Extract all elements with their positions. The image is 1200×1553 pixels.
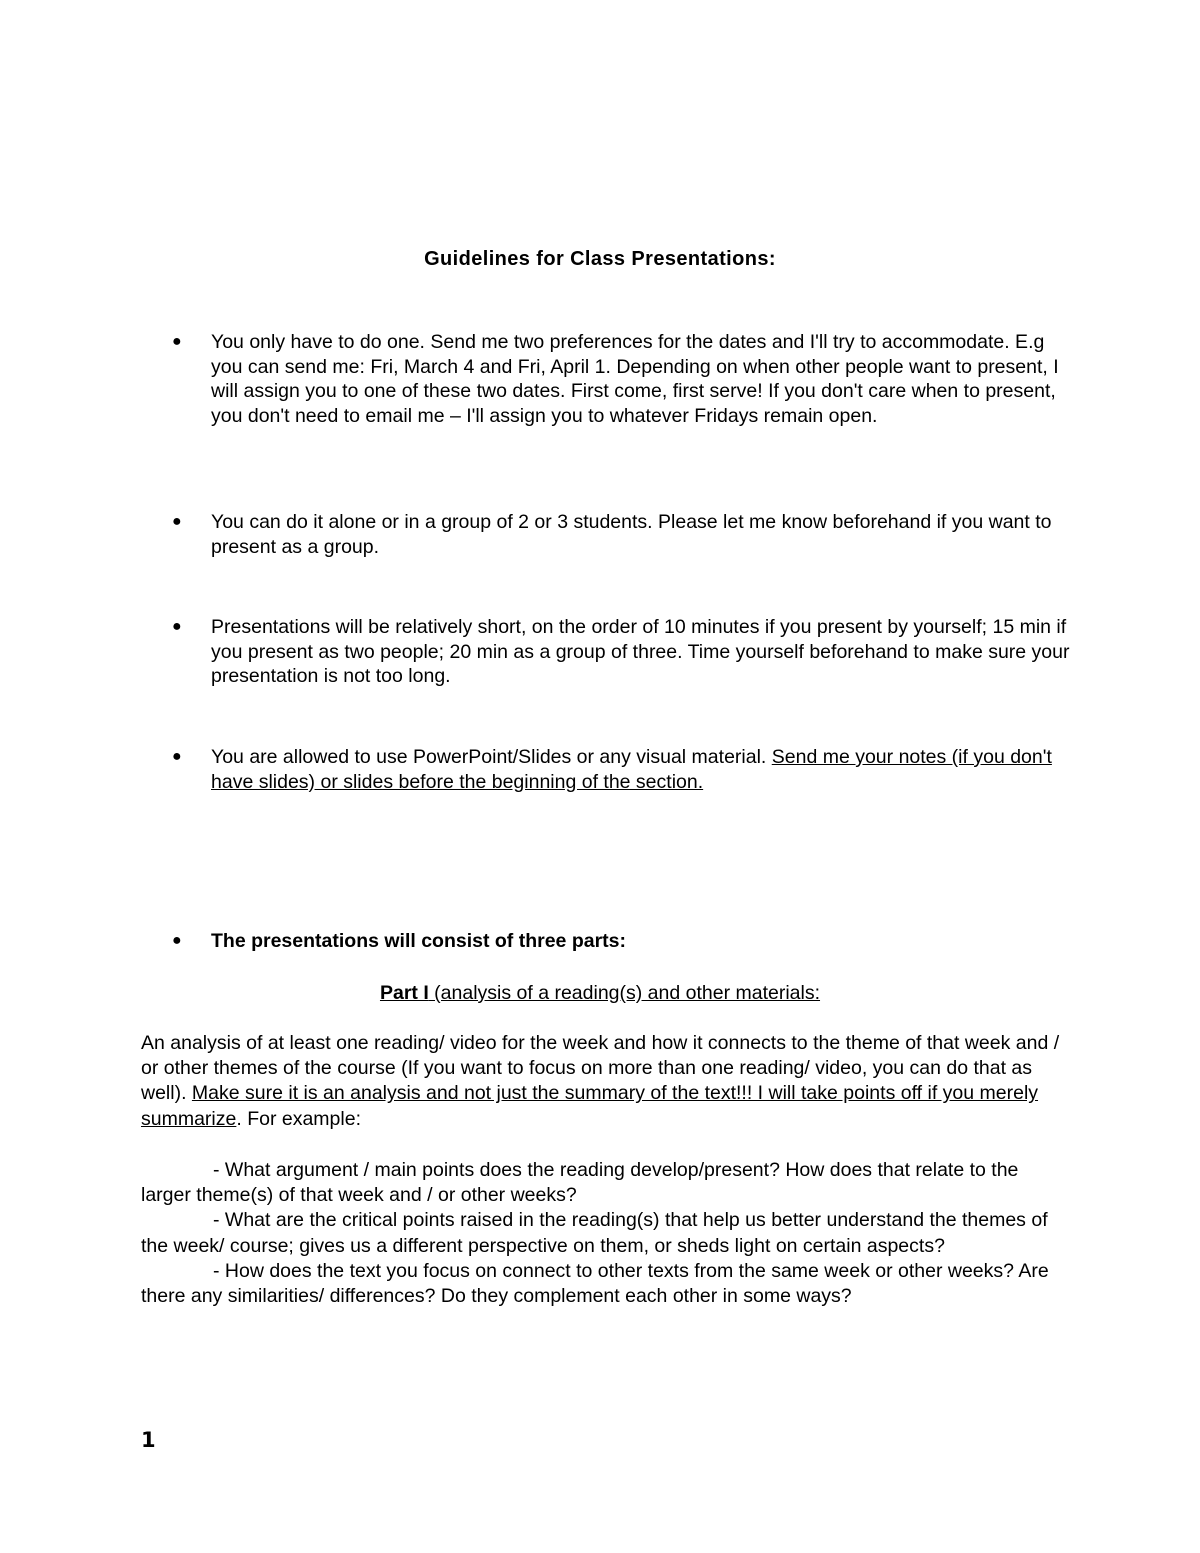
bullet-icon: ● <box>172 932 182 949</box>
analysis-intro: An analysis of at least one reading/ video for the week and how it connects to the theme of that week and / or other themes of the course (If you want to focus on more than one reading/ video, you can do that as well). <box>141 1032 1060 1105</box>
question-item: - What argument / main points does the reading develop/present? How does that relate to the larger theme(s) of that week and / or other weeks? <box>141 1159 1019 1207</box>
question-item: - How does the text you focus on connect to other texts from the same week or other weeks? Are there any similarities/ differences? Do they complement each other in some ways? <box>141 1259 1049 1308</box>
bullet-icon: ● <box>172 748 182 765</box>
part1-label: Part I <box>379 982 429 1004</box>
bullet-item-dates: You only have to do one. Send me two preferences for the dates and I'll try to accommodate. E.g you can send me: Fri, March 4 and Fri, April 1. Depending on when other people want to present, I will assign you to one of these two dates. First come, first serve! If you don't care when to present, you don't need to email me – I'll assign you to whatever Fridays remain open. <box>211 331 1059 427</box>
bullet-icon: ● <box>172 513 182 530</box>
bullet-icon: ● <box>172 333 182 350</box>
bullet-item-duration: Presentations will be relatively short, on the order of 10 minutes if you present by yourself; 15 min if you present as two people; 20 min as a group of three. Time yourself beforehand to make sure your presentation is not too long. <box>211 616 1070 688</box>
analysis-outro: . For example: <box>236 1107 361 1130</box>
page-title: Guidelines for Class Presentations: <box>424 248 776 270</box>
part1-subtitle: (analysis of a reading(s) and other materials: <box>428 982 821 1004</box>
parts-heading: The presentations will consist of three parts: <box>211 930 626 952</box>
part1-heading <box>0 981 1200 1006</box>
page-number: 1 <box>141 1428 156 1452</box>
analysis-paragraph <box>141 1031 1061 1132</box>
bullet-item-group: You can do it alone or in a group of 2 or 3 students. Please let me know beforehand if you want to present as a group. <box>211 511 1052 558</box>
question-item: - What are the critical points raised in the reading(s) that help us better understand the themes of the week/ course; gives us a different perspective on them, or sheds light on certain aspects? <box>141 1209 1048 1257</box>
bullet-item-materials <box>211 745 1071 794</box>
analysis-warning: Make sure it is an analysis and not just the summary of the text!!! I will take points off if you merely summarize <box>141 1082 1039 1130</box>
bullet-icon: ● <box>172 618 182 635</box>
materials-text: You are allowed to use PowerPoint/Slides or any visual material. <box>211 746 772 768</box>
question-list <box>141 1158 1061 1309</box>
materials-notes-underlined: Send me your notes (if you don't have slides) or slides before the beginning of the section. <box>211 746 1052 793</box>
